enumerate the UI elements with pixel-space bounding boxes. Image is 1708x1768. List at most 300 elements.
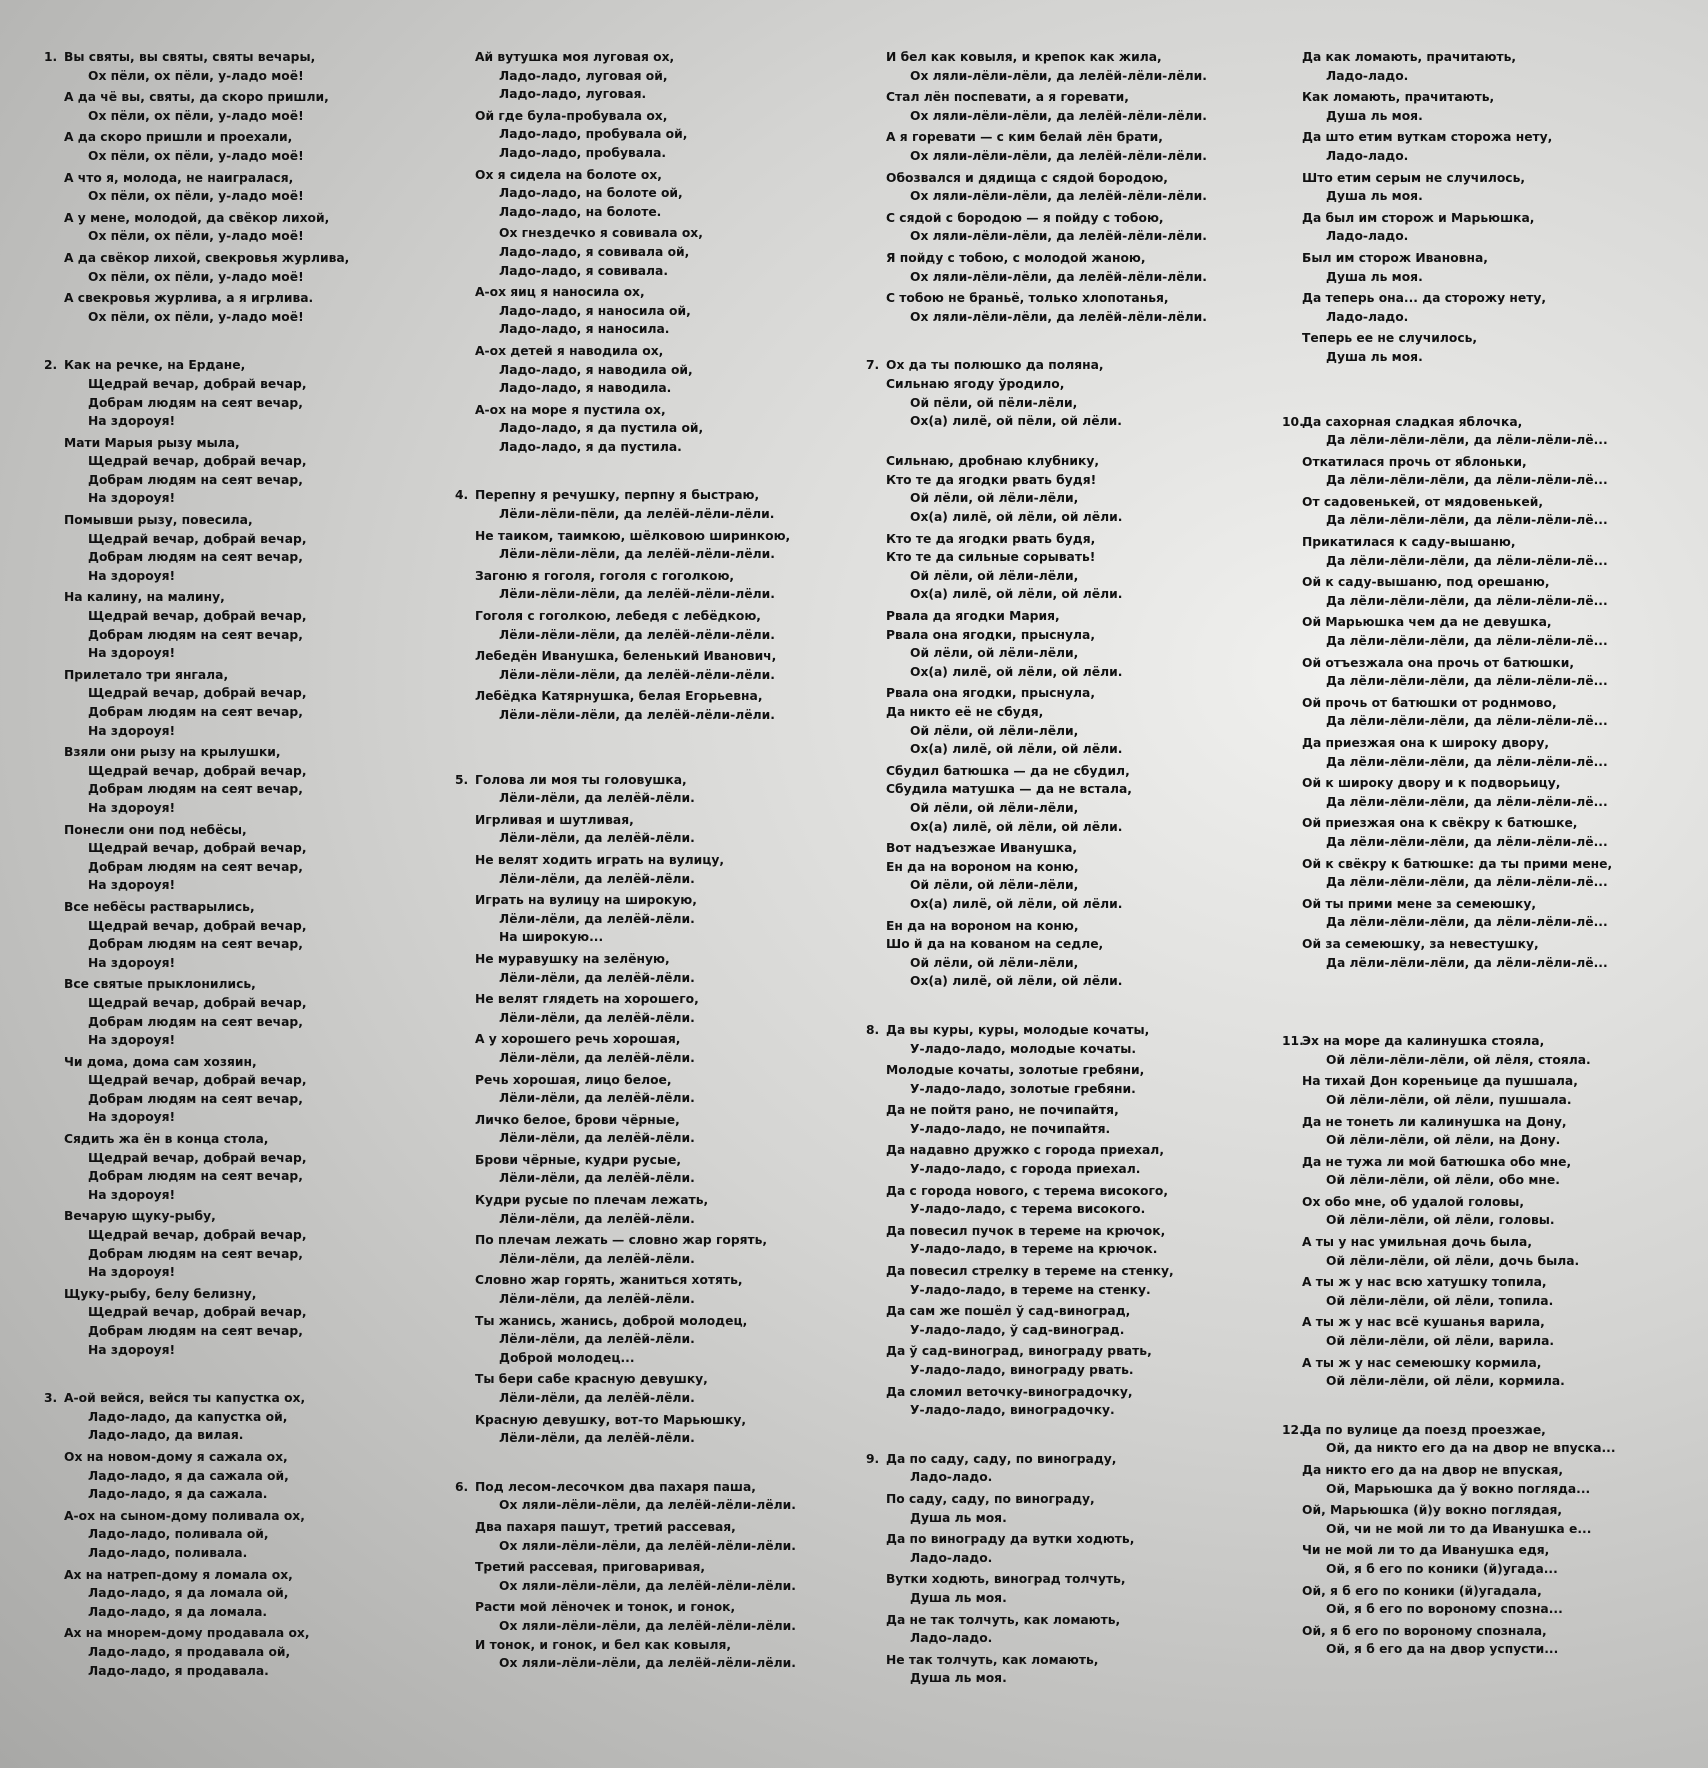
verse-line bbox=[886, 434, 1271, 453]
stanza bbox=[886, 917, 1271, 991]
verse-line: Голова ли моя ты головушка, bbox=[475, 772, 687, 787]
stanza bbox=[475, 1191, 855, 1228]
verse-line: Ой к широку двору и к подворьицу, bbox=[1302, 776, 1561, 791]
stanza bbox=[886, 1490, 1271, 1527]
stanza bbox=[475, 687, 855, 724]
verse-line: Што етим серым не случилось, bbox=[1302, 170, 1526, 185]
verse-line: Да сахорная сладкая яблочка, bbox=[1302, 414, 1523, 429]
verse-line: Я пойду с тобою, с молодой жаною, bbox=[886, 250, 1146, 265]
refrain-line: Ой лёли-лёли, ой лёли, пушшала. bbox=[1326, 1092, 1572, 1107]
verse-line: Чи не мой ли то да Иванушка едя, bbox=[1302, 1543, 1550, 1558]
stanza bbox=[475, 647, 855, 684]
refrain-line: Лёли-лёли, да лелёй-лёли. bbox=[499, 1171, 695, 1186]
verse-line: Не таиком, таимкою, шёлковою ширинкою, bbox=[475, 528, 791, 543]
verse-line: Прилетало три янгала, bbox=[64, 667, 229, 682]
stanza bbox=[475, 771, 855, 808]
refrain-line: На здороуя! bbox=[88, 1342, 176, 1357]
refrain-line: Ой лёли, ой лёли-лёли, bbox=[910, 646, 1079, 661]
verse-line: Ты жанись, жанись, доброй молодец, bbox=[475, 1313, 748, 1328]
stanza bbox=[475, 283, 855, 339]
verse-line: А у мене, молодой, да свёкор лихой, bbox=[64, 210, 330, 225]
refrain-line: Ладо-ладо, я да ломала ой, bbox=[88, 1586, 289, 1601]
stanza bbox=[886, 1342, 1271, 1379]
stanza bbox=[475, 486, 855, 523]
refrain-line: Ладо-ладо, я наводила. bbox=[499, 381, 672, 396]
song-block bbox=[1282, 48, 1702, 367]
verse-line: Личко белое, брови чёрные, bbox=[475, 1112, 680, 1127]
refrain-line: Ох(а) лилё, ой лёли, ой лёли. bbox=[910, 664, 1123, 679]
refrain-line: Щедрай вечар, добрай вечар, bbox=[88, 918, 307, 933]
verse-line: Ой к свёкру к батюшке: да ты прими мене, bbox=[1302, 856, 1613, 871]
stanza bbox=[475, 811, 855, 848]
stanza bbox=[1302, 573, 1702, 610]
stanza bbox=[886, 1570, 1271, 1607]
song-block bbox=[1282, 1032, 1702, 1391]
refrain-line: Лёли-лёли, да лелёй-лёли. bbox=[499, 1131, 695, 1146]
refrain-line: Ладо-ладо, на болоте ой, bbox=[499, 186, 683, 201]
verse-line: Помывши рызу, повесила, bbox=[64, 513, 253, 528]
refrain-line: Добрам людям на сеят вечар, bbox=[88, 1091, 303, 1106]
stanza bbox=[1302, 1541, 1702, 1578]
verse-line: Мати Марыя рызу мыла, bbox=[64, 435, 240, 450]
lyrics-column bbox=[44, 48, 439, 1683]
stanza bbox=[1302, 613, 1702, 650]
refrain-line: Ладо-ладо, я наносила. bbox=[499, 322, 670, 337]
refrain-line: Ладо-ладо, я наводила ой, bbox=[499, 362, 693, 377]
verse-line: А ты ж у нас семеюшку кормила, bbox=[1302, 1355, 1542, 1370]
stanza bbox=[64, 1389, 439, 1445]
refrain-line: Ой лёли-лёли-лёли, ой лёля, стояла. bbox=[1326, 1052, 1591, 1067]
refrain-line: Лёли-лёли, да лелёй-лёли. bbox=[499, 1251, 695, 1266]
refrain-line: Ох ляли-лёли-лёли, да лелёй-лёли-лёли. bbox=[910, 269, 1207, 284]
verse-line: Словно жар горять, жаниться хотять, bbox=[475, 1273, 743, 1288]
verse-line: Перепну я речушку, перпну я быстраю, bbox=[475, 488, 760, 503]
stanza bbox=[886, 88, 1271, 125]
refrain-line: На здороуя! bbox=[88, 1110, 176, 1125]
stanza bbox=[475, 48, 855, 104]
stanza bbox=[475, 1111, 855, 1148]
verse-line: Кудри русые по плечам лежать, bbox=[475, 1193, 709, 1208]
refrain-line: Лёли-лёли, да лелёй-лёли. bbox=[499, 1211, 695, 1226]
stanza bbox=[64, 249, 439, 286]
verse-line: Да не тонеть ли калинушка на Дону, bbox=[1302, 1114, 1567, 1129]
stanza bbox=[475, 1231, 855, 1268]
verse-line: Прикатилася к саду-вышаню, bbox=[1302, 535, 1516, 550]
verse-line: Да што етим вуткам сторожа нету, bbox=[1302, 130, 1553, 145]
verse-line: Не велят глядеть на хорошего, bbox=[475, 992, 699, 1007]
refrain-line: Ладо-ладо, да капустка ой, bbox=[88, 1409, 288, 1424]
verse-line: Теперь ее не случилось, bbox=[1302, 331, 1478, 346]
refrain-line: Да лёли-лёли-лёли, да лёли-лёли-лё... bbox=[1326, 553, 1608, 568]
refrain-line: У-ладо-ладо, ў сад-виноград. bbox=[910, 1322, 1125, 1337]
refrain-line: У-ладо-ладо, с города приехал. bbox=[910, 1162, 1141, 1177]
refrain-line: Добрам людям на сеят вечар, bbox=[88, 859, 303, 874]
refrain-line: На здороуя! bbox=[88, 800, 176, 815]
verse-line: Ох я сидела на болоте ох, bbox=[475, 167, 662, 182]
refrain-line: Ой, Марьюшка да ў вокно погляда... bbox=[1326, 1481, 1591, 1496]
stanza bbox=[1302, 453, 1702, 490]
song-number: 10. bbox=[1282, 414, 1304, 429]
verse-line: Да как ломають, прачитають, bbox=[1302, 50, 1517, 64]
song-block bbox=[455, 771, 855, 1448]
stanza bbox=[64, 1448, 439, 1504]
stanza bbox=[1302, 1032, 1702, 1069]
verse-line: Расти мой лёночек и тонок, и гонок, bbox=[475, 1600, 736, 1615]
refrain-line: Ох(а) лилё, ой пёли, ой лёли. bbox=[910, 414, 1122, 429]
verse-line: Кто те да ягодки рвать будя! bbox=[886, 472, 1097, 487]
refrain-line: Лёли-лёли, да лелёй-лёли. bbox=[499, 1010, 695, 1025]
refrain-line: Ох ляли-лёли-лёли, да лелёй-лёли-лёли. bbox=[910, 148, 1207, 163]
stanza bbox=[475, 1271, 855, 1308]
refrain-line: Ой лёли-лёли, ой лёли, топила. bbox=[1326, 1293, 1554, 1308]
verse-line: Да надавно дружко с города приехал, bbox=[886, 1143, 1164, 1158]
refrain-line: Ой лёли-лёли, ой лёли, обо мне. bbox=[1326, 1173, 1560, 1188]
refrain-line: Щедрай вечар, добрай вечар, bbox=[88, 763, 307, 778]
verse-line: Ты бери сабе красную девушку, bbox=[475, 1372, 708, 1387]
verse-line: А что я, молода, не наигралася, bbox=[64, 170, 294, 185]
verse-line: Ах на натреп-дому я ломала ох, bbox=[64, 1567, 293, 1582]
stanza bbox=[886, 289, 1271, 326]
refrain-line: Ладо-ладо, я продавала ой, bbox=[88, 1644, 291, 1659]
verse-line: И бел как ковыля, и крепок как жила, bbox=[886, 50, 1162, 64]
refrain-line: Ох(а) лилё, ой лёли, ой лёли. bbox=[910, 974, 1123, 989]
stanza bbox=[886, 762, 1271, 836]
refrain-line: Ладо-ладо, на болоте. bbox=[499, 204, 662, 219]
stanza bbox=[1302, 329, 1702, 366]
refrain-line: Добрам людям на сеят вечар, bbox=[88, 472, 303, 487]
refrain-line: Лёли-лёли, да лелёй-лёли. bbox=[499, 970, 695, 985]
refrain-line: Ладо-ладо, да вилая. bbox=[88, 1428, 244, 1443]
refrain-line: Ой, я б его по вороному спозна... bbox=[1326, 1602, 1563, 1617]
stanza bbox=[1302, 1582, 1702, 1619]
refrain-line: На широкую... bbox=[499, 930, 604, 945]
song-number: 12. bbox=[1282, 1422, 1304, 1437]
stanza bbox=[1302, 1354, 1702, 1391]
stanza bbox=[475, 1030, 855, 1067]
refrain-line: Лёли-лёли-лёли, да лелёй-лёли-лёли. bbox=[499, 587, 775, 602]
refrain-line: Добрам людям на сеят вечар, bbox=[88, 705, 303, 719]
verse-line: Вы святы, вы святы, святы вечары, bbox=[64, 50, 316, 64]
stanza bbox=[475, 1411, 855, 1448]
refrain-line: Ох ляли-лёли-лёли, да лелёй-лёли-лёли. bbox=[499, 1656, 796, 1671]
lyrics-column bbox=[1282, 48, 1702, 1662]
refrain-line: Добрам людям на сеят вечар, bbox=[88, 937, 303, 952]
stanza bbox=[1302, 1501, 1702, 1538]
refrain-line: Ладо-ладо, я да ломала. bbox=[88, 1604, 268, 1619]
stanza bbox=[475, 1478, 855, 1515]
verse-line: Ой, я б его по коники (й)угадала, bbox=[1302, 1583, 1542, 1598]
stanza bbox=[1302, 493, 1702, 530]
song-block bbox=[1282, 413, 1702, 973]
refrain-line: Ох ляли-лёли-лёли, да лелёй-лёли-лёли. bbox=[910, 309, 1207, 324]
stanza bbox=[886, 1530, 1271, 1567]
verse-line: А да скоро пришли и проехали, bbox=[64, 130, 293, 145]
verse-line: Ах на мнорем-дому продавала ох, bbox=[64, 1626, 310, 1641]
verse-line: Лебедён Иванушка, беленький Иванович, bbox=[475, 649, 777, 664]
song-number: 5. bbox=[455, 772, 469, 787]
stanza bbox=[475, 1598, 855, 1672]
verse-line: Да вы куры, куры, молодые кочаты, bbox=[886, 1022, 1150, 1037]
stanza bbox=[1302, 1421, 1702, 1458]
stanza bbox=[886, 249, 1271, 286]
refrain-line: Щедрай вечар, добрай вечар, bbox=[88, 609, 307, 624]
stanza bbox=[64, 1053, 439, 1127]
verse-line: Обозвался и дядища с сядой бородою, bbox=[886, 170, 1168, 185]
stanza bbox=[64, 898, 439, 972]
stanza bbox=[1302, 814, 1702, 851]
verse-line: Откатилася прочь от яблоньки, bbox=[1302, 454, 1527, 469]
refrain-line: Доброй молодец... bbox=[499, 1350, 635, 1365]
refrain-line: Да лёли-лёли-лёли, да лёли-лёли-лё... bbox=[1326, 834, 1608, 849]
refrain-line: Ох ляли-лёли-лёли, да лелёй-лёли-лёли. bbox=[499, 1498, 796, 1513]
stanza bbox=[64, 1566, 439, 1622]
refrain-line: Ой, чи не мой ли то да Иванушка е... bbox=[1326, 1521, 1592, 1536]
verse-line: Да по саду, саду, по винограду, bbox=[886, 1451, 1117, 1466]
stanza bbox=[1302, 1233, 1702, 1270]
refrain-line: У-ладо-ладо, молодые кочаты. bbox=[910, 1041, 1137, 1056]
stanza bbox=[475, 107, 855, 163]
stanza bbox=[64, 434, 439, 508]
stanza bbox=[1302, 1622, 1702, 1659]
refrain-line: На здороуя! bbox=[88, 723, 176, 738]
stanza bbox=[475, 401, 855, 457]
verse-line: Лебёдка Катярнушка, белая Егорьевна, bbox=[475, 689, 763, 704]
verse-line: Да не так толчуть, как ломають, bbox=[886, 1612, 1121, 1627]
refrain-line: Душа ль моя. bbox=[1326, 108, 1423, 123]
song-block bbox=[866, 1450, 1271, 1688]
verse-line: Да сломил веточку-виноградочку, bbox=[886, 1384, 1133, 1399]
verse-line: На калину, на малину, bbox=[64, 590, 225, 605]
verse-line: Красную девушку, вот-то Марьюшку, bbox=[475, 1412, 747, 1427]
refrain-line: Добрам людям на сеят вечар, bbox=[88, 1169, 303, 1184]
stanza bbox=[886, 434, 1271, 527]
song-number: 7. bbox=[866, 358, 880, 373]
stanza bbox=[886, 1651, 1271, 1688]
refrain-line: Ладо-ладо. bbox=[910, 1550, 993, 1565]
refrain-line: На здороуя! bbox=[88, 1033, 176, 1048]
refrain-line: Ой лёли, ой лёли-лёли, bbox=[910, 491, 1079, 506]
verse-line: От садовенькей, от мядовенькей, bbox=[1302, 494, 1544, 509]
stanza bbox=[64, 511, 439, 585]
refrain-line: На здороуя! bbox=[88, 414, 176, 429]
refrain-line: У-ладо-ладо, не почипайтя. bbox=[910, 1121, 1111, 1136]
refrain-line: У-ладо-ладо, с терема високого. bbox=[910, 1202, 1146, 1217]
refrain-line: Ой лёли-лёли, ой лёли, дочь была. bbox=[1326, 1253, 1580, 1268]
refrain-line: Ой лёли, ой лёли-лёли, bbox=[910, 568, 1079, 583]
refrain-line: Ой лёли, ой лёли-лёли, bbox=[910, 800, 1079, 815]
refrain-line: Ой лёли-лёли, ой лёли, варила. bbox=[1326, 1334, 1555, 1349]
stanza bbox=[886, 209, 1271, 246]
refrain-line: Да лёли-лёли-лёли, да лёли-лёли-лё... bbox=[1326, 473, 1608, 488]
stanza bbox=[1302, 895, 1702, 932]
stanza bbox=[475, 1558, 855, 1595]
refrain-line: У-ладо-ладо, золотые гребяни. bbox=[910, 1081, 1136, 1096]
verse-line: Ой Марьюшка чем да не девушка, bbox=[1302, 615, 1552, 630]
refrain-line: Ох пёли, ох пёли, у-ладо моё! bbox=[88, 148, 304, 163]
stanza bbox=[64, 588, 439, 662]
refrain-line: Ох пёли, ох пёли, у-ладо моё! bbox=[88, 108, 304, 123]
refrain-line: Ой лёли, ой лёли-лёли, bbox=[910, 955, 1079, 970]
stanza bbox=[475, 891, 855, 947]
refrain-line: Лёли-лёли, да лелёй-лёли. bbox=[499, 831, 695, 846]
verse-line: Да повесил стрелку в тереме на стенку, bbox=[886, 1264, 1174, 1279]
stanza bbox=[64, 666, 439, 740]
verse-line: Загоню я гоголя, гоголя с гоголкою, bbox=[475, 568, 735, 583]
refrain-line: Лёли-лёли, да лелёй-лёли. bbox=[499, 1292, 695, 1307]
stanza bbox=[1302, 1072, 1702, 1109]
refrain-line: Лёли-лёли, да лелёй-лёли. bbox=[499, 1091, 695, 1106]
refrain-line: Ой, я б его да на двор успусти... bbox=[1326, 1642, 1559, 1657]
verse-line: Ой за семеюшку, за невестушку, bbox=[1302, 936, 1539, 951]
song-block bbox=[455, 48, 855, 456]
refrain-line: Ох(а) лилё, ой лёли, ой лёли. bbox=[910, 896, 1123, 911]
verse-line: Все небёсы растварылись, bbox=[64, 899, 255, 914]
refrain-line: Лёли-лёли, да лелёй-лёли. bbox=[499, 1332, 695, 1347]
stanza bbox=[886, 356, 1271, 430]
stanza bbox=[1302, 1461, 1702, 1498]
verse-line: Гоголя с гоголкою, лебедя с лебёдкою, bbox=[475, 609, 761, 624]
stanza bbox=[886, 1450, 1271, 1487]
stanza bbox=[475, 607, 855, 644]
verse-line: Не велят ходить играть на вулицу, bbox=[475, 852, 725, 867]
refrain-line: Щедрай вечар, добрай вечар, bbox=[88, 376, 307, 391]
verse-line: А да чё вы, святы, да скоро пришли, bbox=[64, 90, 329, 105]
refrain-line: Душа ль моя. bbox=[1326, 269, 1423, 284]
stanza bbox=[475, 1518, 855, 1555]
verse-line: Сильнаю ягоду ўродило, bbox=[886, 376, 1065, 391]
stanza bbox=[475, 1312, 855, 1368]
verse-line: Кто те да сильные сорывать! bbox=[886, 550, 1096, 565]
refrain-line: Да лёли-лёли-лёли, да лёли-лёли-лё... bbox=[1326, 634, 1608, 649]
refrain-line: Добрам людям на сеят вечар, bbox=[88, 1014, 303, 1029]
refrain-line: Ох(а) лилё, ой лёли, ой лёли. bbox=[910, 510, 1123, 525]
refrain-line: Ох пёли, ох пёли, у-ладо моё! bbox=[88, 189, 304, 204]
refrain-line: Ладо-ладо. bbox=[1326, 229, 1409, 244]
stanza bbox=[886, 48, 1271, 85]
refrain-line: Ох ляли-лёли-лёли, да лелёй-лёли-лёли. bbox=[910, 108, 1207, 123]
verse-line: С сядой с бородою — я пойду с тобою, bbox=[886, 210, 1164, 225]
refrain-line: Ох(а) лилё, ой лёли, ой лёли. bbox=[910, 819, 1123, 834]
verse-line: Как ломають, прачитають, bbox=[1302, 90, 1495, 105]
refrain-line: Ладо-ладо. bbox=[1326, 148, 1409, 163]
stanza bbox=[475, 527, 855, 564]
refrain-line: Да лёли-лёли-лёли, да лёли-лёли-лё... bbox=[1326, 794, 1608, 809]
refrain-line: Ой лёли, ой лёли-лёли, bbox=[910, 723, 1079, 738]
stanza bbox=[1302, 1313, 1702, 1350]
refrain-line: Лёли-лёли, да лелёй-лёли. bbox=[499, 1050, 695, 1065]
refrain-line: Щедрай вечар, добрай вечар, bbox=[88, 841, 307, 856]
stanza bbox=[64, 88, 439, 125]
refrain-line: Щедрай вечар, добрай вечар, bbox=[88, 995, 307, 1010]
verse-line: Ой, я б его по вороному спознала, bbox=[1302, 1623, 1547, 1638]
verse-line: Чи дома, дома сам хозяин, bbox=[64, 1054, 257, 1069]
refrain-line: Ой лёли, ой лёли-лёли, bbox=[910, 878, 1079, 893]
lyrics-column bbox=[866, 48, 1271, 1691]
stanza bbox=[886, 1061, 1271, 1098]
verse-line: А ты ж у нас всю хатушку топила, bbox=[1302, 1275, 1547, 1290]
refrain-line: На здороуя! bbox=[88, 1187, 176, 1202]
song-block bbox=[44, 356, 439, 1359]
verse-line: А ты ж у нас всё кушанья варила, bbox=[1302, 1315, 1545, 1330]
refrain-line: Да лёли-лёли-лёли, да лёли-лёли-лё... bbox=[1326, 875, 1608, 890]
verse-line: Взяли они рызу на крылушки, bbox=[64, 745, 281, 760]
verse-line: Ой к саду-вышаню, под орешаню, bbox=[1302, 575, 1550, 590]
refrain-line: Добрам людям на сеят вечар, bbox=[88, 782, 303, 797]
verse-line: Рвала она ягодки, прыснула, bbox=[886, 686, 1096, 701]
verse-line: А я горевати — с ким белай лён брати, bbox=[886, 130, 1163, 145]
refrain-line: Добрам людям на сеят вечар, bbox=[88, 395, 303, 410]
stanza bbox=[1302, 935, 1702, 972]
verse-line: Вутки ходють, виноград толчуть, bbox=[886, 1572, 1126, 1587]
verse-line: Не муравушку на зелёную, bbox=[475, 951, 670, 966]
stanza bbox=[475, 1071, 855, 1108]
stanza bbox=[886, 1302, 1271, 1339]
refrain-line: Ох ляли-лёли-лёли, да лелёй-лёли-лёли. bbox=[910, 189, 1207, 204]
verse-line: Вечарую щуку-рыбу, bbox=[64, 1209, 216, 1224]
verse-line: Сбудила матушка — да не встала, bbox=[886, 782, 1132, 797]
verse-line: А-ох детей я наводила ох, bbox=[475, 343, 664, 358]
verse-line: Да с города нового, с терема високого, bbox=[886, 1183, 1169, 1198]
verse-line: Кто те да ягодки рвать будя, bbox=[886, 531, 1096, 546]
refrain-line: Ладо-ладо, я совивала. bbox=[499, 263, 668, 278]
verse-line: Стал лён поспевати, а я горевати, bbox=[886, 90, 1129, 105]
stanza bbox=[64, 975, 439, 1049]
stanza bbox=[1302, 128, 1702, 165]
refrain-line: Да лёли-лёли-лёли, да лёли-лёли-лё... bbox=[1326, 754, 1608, 769]
refrain-line: На здороуя! bbox=[88, 878, 176, 893]
refrain-line: Лёли-лёли, да лелёй-лёли. bbox=[499, 911, 695, 926]
stanza bbox=[64, 743, 439, 817]
refrain-line: Ох пёли, ох пёли, у-ладо моё! bbox=[88, 309, 304, 324]
refrain-line: Лёли-лёли-лёли, да лелёй-лёли-лёли. bbox=[499, 708, 775, 722]
refrain-line: Душа ль моя. bbox=[910, 1510, 1007, 1525]
refrain-line: Лёли-лёли-лёли, да лелёй-лёли-лёли. bbox=[499, 547, 775, 562]
stanza bbox=[475, 224, 855, 280]
refrain-line: Ладо-ладо. bbox=[910, 1631, 993, 1646]
song-block bbox=[1282, 1421, 1702, 1659]
verse-line: И тонок, и гонок, и бел как ковыля, bbox=[475, 1637, 732, 1652]
refrain-line: Ладо-ладо, я совивала ой, bbox=[499, 244, 690, 259]
verse-line: Ох на новом-дому я сажала ох, bbox=[64, 1449, 288, 1464]
stanza bbox=[1302, 169, 1702, 206]
stanza bbox=[1302, 1113, 1702, 1150]
song-block bbox=[866, 356, 1271, 991]
verse-line: Ой, Марьюшка (й)у вокно поглядая, bbox=[1302, 1503, 1563, 1518]
verse-line: Ой где була-пробувала ох, bbox=[475, 108, 668, 123]
lyrics-column bbox=[455, 48, 855, 1676]
refrain-line: Душа ль моя. bbox=[1326, 349, 1423, 364]
refrain-line: Щедрай вечар, добрай вечар, bbox=[88, 531, 307, 546]
verse-line: Да был им сторож и Марьюшка, bbox=[1302, 210, 1535, 225]
verse-line: Ой прочь от батюшки от роднмово, bbox=[1302, 695, 1557, 710]
song-number: 3. bbox=[44, 1391, 58, 1406]
song-block bbox=[455, 1478, 855, 1673]
stanza bbox=[64, 821, 439, 895]
stanza bbox=[886, 1222, 1271, 1259]
refrain-line: Ох ляли-лёли-лёли, да лелёй-лёли-лёли. bbox=[910, 229, 1207, 244]
stanza bbox=[475, 1370, 855, 1407]
refrain-line: На здороуя! bbox=[88, 1265, 176, 1280]
stanza bbox=[886, 1611, 1271, 1648]
refrain-line: Добрам людям на сеят вечар, bbox=[88, 627, 303, 642]
verse-line: Да теперь она... да сторожу нету, bbox=[1302, 291, 1547, 306]
song-number: 2. bbox=[44, 358, 58, 373]
verse-line: Рвала она ягодки, прыснула, bbox=[886, 627, 1096, 642]
song-number: 11. bbox=[1282, 1034, 1304, 1049]
refrain-line: У-ладо-ладо, винограду рвать. bbox=[910, 1363, 1134, 1377]
verse-line: Два пахаря пашут, третий рассевая, bbox=[475, 1519, 736, 1534]
refrain-line: Лёли-лёли, да лелёй-лёли. bbox=[499, 1431, 695, 1446]
